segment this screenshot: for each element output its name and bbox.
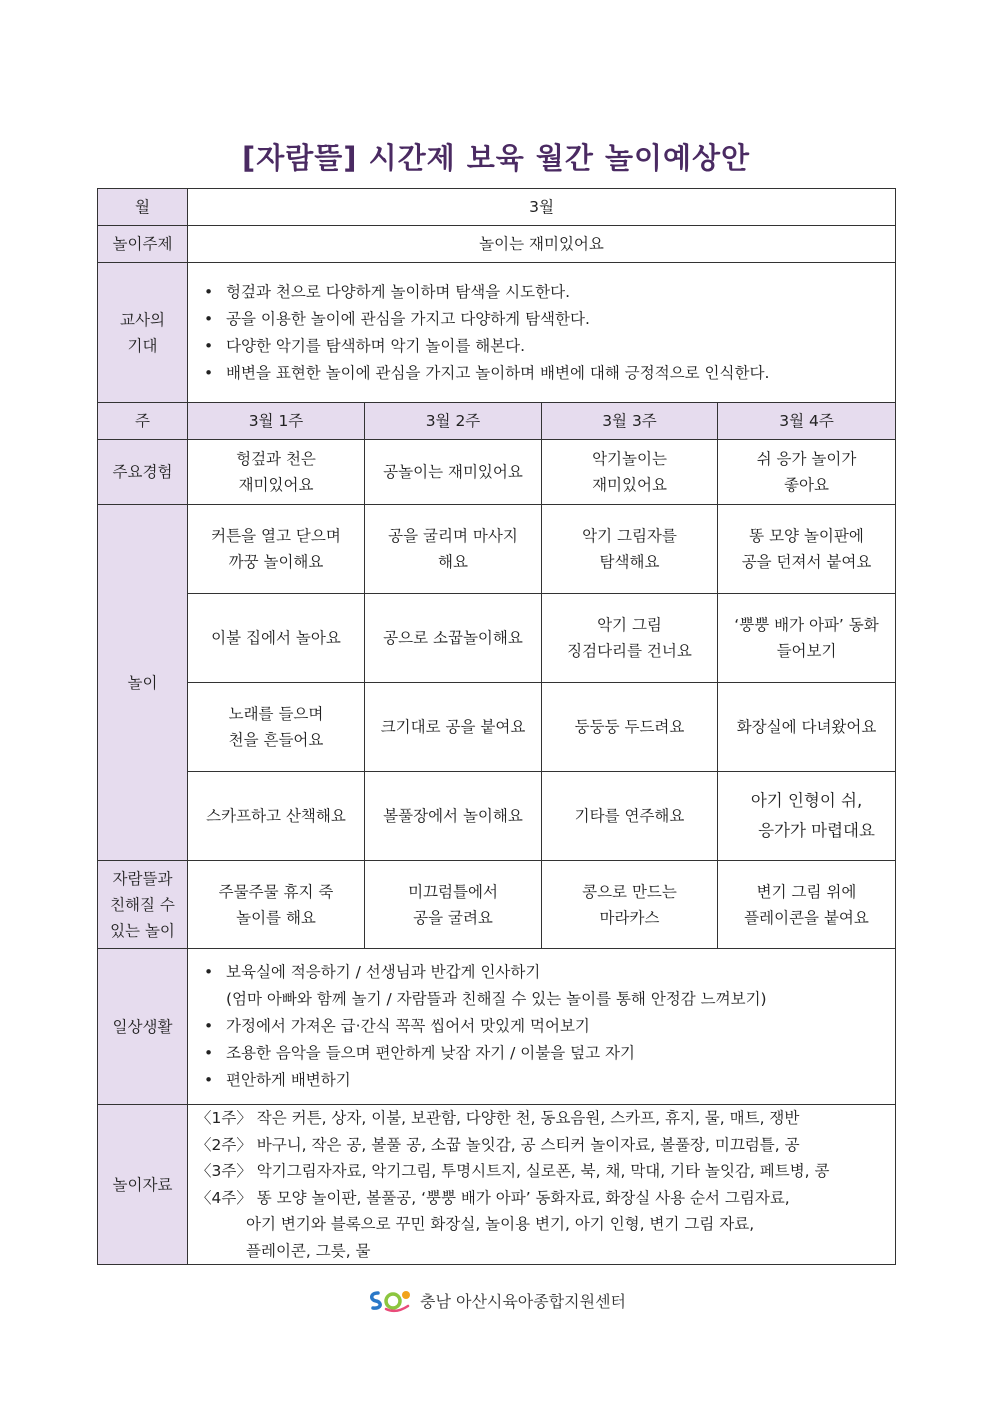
expectation-item: • 헝겊과 천으로 다양하게 놀이하며 탐색을 시도한다. [226,279,889,306]
play-cell: 이불 집에서 놀아요 [188,594,365,683]
expectation-item: • 다양한 악기를 탐색하며 악기 놀이를 해본다. [226,333,889,360]
daily-item: • 조용한 음악을 들으며 편안하게 낮잠 자기 / 이불을 덮고 자기 [226,1040,889,1067]
expectation-list-cell [188,263,896,403]
materials-cell [188,1105,896,1265]
daily-item: • 보육실에 적응하기 / 선생님과 반갑게 인사하기 (엄마 아빠와 함께 놀기 / 자람뜰과 친해질 수 있는 놀이를 통해 안정감 느껴보기) [226,959,889,1013]
materials-label: 놀이자료 [98,1105,188,1265]
week-header: 3월 4주 [718,403,896,440]
friendly-cell: 주물주물 휴지 죽 놀이를 해요 [188,861,365,949]
theme-value: 놀이는 재미있어요 [188,226,896,263]
play-cell: 화장실에 다녀왔어요 [718,683,896,772]
friendly-cell: 미끄럼틀에서 공을 굴려요 [365,861,542,949]
week-header: 3월 3주 [542,403,718,440]
play-cell: 공을 굴리며 마사지 해요 [365,505,542,594]
materials-line: 〈4주〉 똥 모양 놀이판, 볼풀공, ‘뿡뿡 배가 아파’ 동화자료, 화장실 사용 순서 그림자료, [196,1188,790,1207]
play-cell: 노래를 들으며 천을 흔들어요 [188,683,365,772]
theme-row [98,226,896,263]
friendly-cell: 콩으로 만드는 마라카스 [542,861,718,949]
footer [0,1287,992,1313]
materials-line: 〈1주〉 작은 커튼, 상자, 이불, 보관함, 다양한 천, 동요음원, 스카프, 휴지, 물, 매트, 쟁반 [196,1109,800,1127]
play-cell: 볼풀장에서 놀이해요 [365,772,542,861]
friendly-cell: 변기 그림 위에 플레이콘을 붙여요 [718,861,896,949]
expectation-label: 교사의 기대 [98,263,188,403]
month-row [98,189,896,226]
experience-row [98,440,896,505]
week-header: 3월 1주 [188,403,365,440]
expectation-row [98,263,896,403]
materials-line: 〈2주〉 바구니, 작은 공, 볼풀 공, 소꿉 놀잇감, 공 스티커 놀이자료, 볼풀장, 미끄럼틀, 공 [196,1135,800,1154]
friendly-label: 자람뜰과 친해질 수 있는 놀이 [98,861,188,949]
daily-row [98,949,896,1105]
daily-list-cell [188,949,896,1105]
center-logo-icon [366,1287,414,1313]
month-value: 3월 [188,189,896,226]
play-row [98,505,896,594]
play-cell: 커튼을 열고 닫으며 까꿍 놀이해요 [188,505,365,594]
play-cell: 악기 그림자를 탐색해요 [542,505,718,594]
week-row [98,403,896,440]
daily-item: • 가정에서 가져온 급·간식 꼭꼭 씹어서 맛있게 먹어보기 [226,1013,889,1040]
play-row [98,683,896,772]
expectation-item: • 배변을 표현한 놀이에 관심을 가지고 놀이하며 배변에 대해 긍정적으로 인식한다. [226,360,889,387]
page-title: [자람뜰] 시간제 보육 월간 놀이예상안 [241,141,751,175]
materials-row [98,1105,896,1265]
friendly-row [98,861,896,949]
play-cell: 기타를 연주해요 [542,772,718,861]
play-cell: 악기 그림 징검다리를 건너요 [542,594,718,683]
play-cell: 똥 모양 놀이판에 공을 던져서 붙여요 [718,505,896,594]
plan-table [97,188,896,1265]
theme-label: 놀이주제 [98,226,188,263]
footer-org-name: 충남 아산시육아종합지원센터 [419,1291,626,1311]
play-label: 놀이 [98,505,188,861]
experience-cell: 악기놀이는 재미있어요 [542,440,718,505]
materials-line: 플레이콘, 그릇, 물 [246,1241,371,1260]
play-cell: 공으로 소꿉놀이해요 [365,594,542,683]
play-row [98,772,896,861]
play-cell: 크기대로 공을 붙여요 [365,683,542,772]
experience-cell: 공놀이는 재미있어요 [365,440,542,505]
materials-line: 아기 변기와 블록으로 꾸민 화장실, 놀이용 변기, 아기 인형, 변기 그림 자료, [246,1215,755,1233]
month-label: 월 [98,189,188,226]
experience-label: 주요경험 [98,440,188,505]
daily-item: • 편안하게 배변하기 [226,1067,889,1094]
play-cell: 둥둥둥 두드려요 [542,683,718,772]
play-cell: 스카프하고 산책해요 [188,772,365,861]
expectation-item: • 공을 이용한 놀이에 관심을 가지고 다양하게 탐색한다. [226,306,889,333]
materials-line: 〈3주〉 악기그림자자료, 악기그림, 투명시트지, 실로폰, 북, 채, 막대, 기타 놀잇감, 페트병, 콩 [196,1162,830,1180]
week-label: 주 [98,403,188,440]
experience-cell: 헝겊과 천은 재미있어요 [188,440,365,505]
experience-cell: 쉬 응가 놀이가 좋아요 [718,440,896,505]
play-cell: 아기 인형이 쉬, 응가가 마렵대요 [718,772,896,861]
daily-label: 일상생활 [98,949,188,1105]
play-row [98,594,896,683]
play-cell: ‘뿡뿡 배가 아파’ 동화 들어보기 [718,594,896,683]
week-header: 3월 2주 [365,403,542,440]
